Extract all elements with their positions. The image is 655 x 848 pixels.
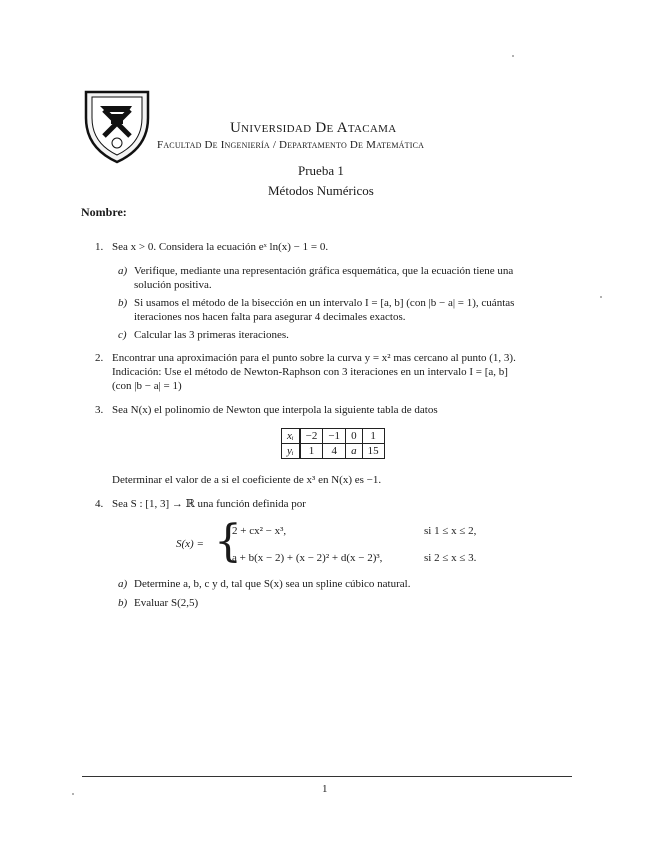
scan-speck <box>512 55 514 57</box>
q1-a-label: a) <box>118 265 128 277</box>
table-row-header-y: yᵢ <box>282 444 300 459</box>
spline-case2-expr: a + b(x − 2) + (x − 2)² + d(x − 2)³, <box>232 552 383 564</box>
q4-b-text: Evaluar S(2,5) <box>134 597 199 609</box>
left-brace: { <box>214 516 242 567</box>
q1-b-text-line1: Si usamos el método de la bisección en un intervalo I = [a, b] (con |b − a| = 1), cuántas <box>134 297 515 309</box>
scan-speck <box>72 793 74 795</box>
spline-case2-cond: si 2 ≤ x ≤ 3. <box>424 552 477 564</box>
table-cell: −1 <box>323 429 346 444</box>
table-row-x <box>282 429 385 444</box>
question-4-text: Sea S : [1, 3] → ℝ una función definida por <box>112 498 306 510</box>
spline-case1-cond: si 1 ≤ x ≤ 2, <box>424 525 477 537</box>
q4-a-label: a) <box>118 578 128 590</box>
course-title: Métodos Numéricos <box>268 183 374 198</box>
q1-b-label: b) <box>118 297 128 309</box>
q1-c-text: Calcular las 3 primeras iteraciones. <box>134 329 289 341</box>
university-name: Universidad De Atacama <box>230 120 397 136</box>
name-label: Nombre: <box>81 205 127 219</box>
footer-rule <box>82 776 572 777</box>
page-number: 1 <box>322 783 328 795</box>
table-row-y <box>282 444 385 459</box>
q4-a-text: Determine a, b, c y d, tal que S(x) sea un spline cúbico natural. <box>134 578 411 590</box>
table-row-header-x: xᵢ <box>282 429 300 444</box>
data-table <box>281 428 385 459</box>
q1-a-text-line2: solución positiva. <box>134 279 212 291</box>
table-cell: 0 <box>346 429 363 444</box>
question-1-text: Sea x > 0. Considera la ecuación eˣ ln(x) − 1 = 0. <box>112 241 329 253</box>
question-2-text-line3: (con |b − a| = 1) <box>112 380 182 392</box>
question-2-text-line1: Encontrar una aproximación para el punto sobre la curva y = x² mas cercano al punto (1, 3). <box>112 352 516 364</box>
question-2-number: 2. <box>95 352 104 364</box>
question-3-text: Sea N(x) el polinomio de Newton que interpola la siguiente tabla de datos <box>112 404 438 416</box>
q1-a-text-line1: Verifique, mediante una representación gráfica esquemática, que la ecuación tiene una <box>134 265 514 277</box>
test-title: Prueba 1 <box>298 163 344 178</box>
question-4-number: 4. <box>95 498 104 510</box>
spline-lhs: S(x) = <box>176 538 204 550</box>
table-cell: 15 <box>362 444 384 459</box>
faculty-name: Facultad De Ingeniería / Departamento De Matemática <box>157 139 425 151</box>
table-cell: a <box>346 444 363 459</box>
university-logo <box>80 88 154 164</box>
question-3-number: 3. <box>95 404 104 416</box>
question-3-text-after: Determinar el valor de a si el coeficiente de x³ en N(x) es −1. <box>112 474 382 486</box>
table-cell: −2 <box>300 429 323 444</box>
q1-b-text-line2: iteraciones nos hacen falta para asegurar 4 decimales exactos. <box>134 311 406 323</box>
spline-case1-expr: 2 + cx² − x³, <box>232 525 287 537</box>
question-1-number: 1. <box>95 241 104 253</box>
scan-speck <box>600 296 602 298</box>
q1-c-label: c) <box>118 329 127 341</box>
table-cell: 1 <box>300 444 323 459</box>
table-cell: 1 <box>362 429 384 444</box>
table-cell: 4 <box>323 444 346 459</box>
q4-b-label: b) <box>118 597 128 609</box>
question-2-text-line2: Indicación: Use el método de Newton-Raphson con 3 iteraciones en un intervalo I = [a, b] <box>112 366 508 378</box>
